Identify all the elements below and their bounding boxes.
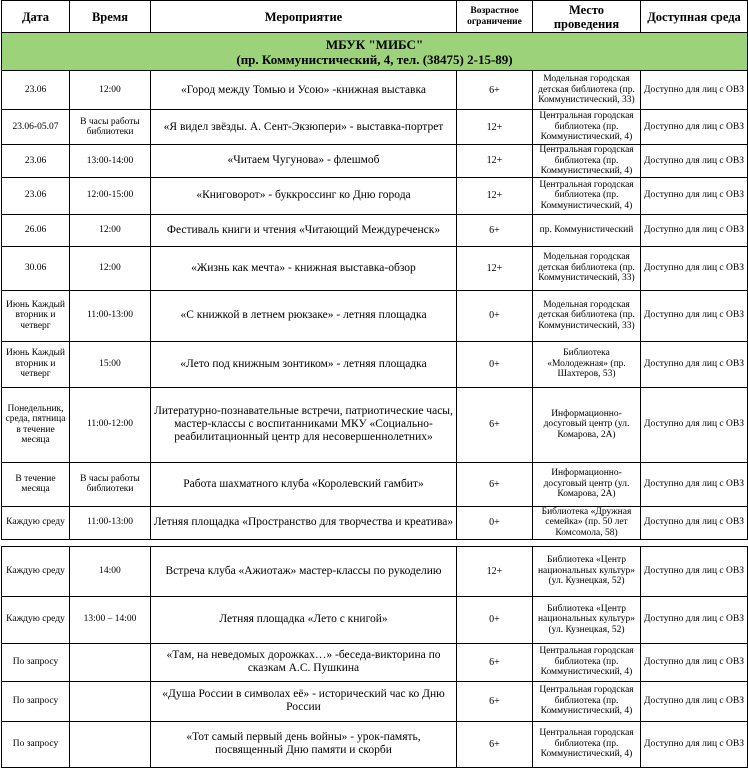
row-age: 12+ <box>457 546 533 596</box>
row-access: Доступно для лиц с ОВЗ <box>641 387 748 462</box>
row-access: Доступно для лиц с ОВЗ <box>641 145 748 178</box>
row-age: 0+ <box>457 341 533 387</box>
row-time: 11:00-13:00 <box>70 290 151 341</box>
row-access: Доступно для лиц с ОВЗ <box>641 214 748 246</box>
row-event: «Душа России в символах её» - исторический час ко Дню России <box>151 681 457 721</box>
table-row <box>2 246 748 290</box>
table-row <box>2 462 748 506</box>
row-event: Встреча клуба «Ажиотаж» мастер-классы по рукоделию <box>151 546 457 596</box>
row-event: «Читаем Чугунова» - флешмоб <box>151 145 457 178</box>
row-time: 11:00-13:00 <box>70 506 151 539</box>
row-time: 12:00 <box>70 246 151 290</box>
row-access: Доступно для лиц с ОВЗ <box>641 596 748 643</box>
row-age: 6+ <box>457 214 533 246</box>
row-place: пр. Коммунистический <box>533 214 641 246</box>
row-date: Каждую среду <box>2 506 70 539</box>
row-time: 13:00 – 14:00 <box>70 596 151 643</box>
row-age: 0+ <box>457 596 533 643</box>
row-access: Доступно для лиц с ОВЗ <box>641 177 748 214</box>
row-time: В часы работы библиотеки <box>70 110 151 145</box>
row-event: Летняя площадка «Пространство для творчества и креатива» <box>151 506 457 539</box>
row-date: 26.06 <box>2 214 70 246</box>
row-event: Работа шахматного клуба «Королевский гамбит» <box>151 462 457 506</box>
row-event: Летняя площадка «Лето с книгой» <box>151 596 457 643</box>
row-time: 12:00 <box>70 71 151 110</box>
row-time <box>70 681 151 721</box>
header-date: Дата <box>2 1 70 33</box>
row-time: 13:00-14:00 <box>70 145 151 178</box>
row-access: Доступно для лиц с ОВЗ <box>641 462 748 506</box>
row-place: Модельная городская детская библиотека (пр. Коммунистический, 33) <box>533 71 641 110</box>
row-age: 12+ <box>457 177 533 214</box>
row-age: 6+ <box>457 681 533 721</box>
header-age: Возрастное ограничение <box>457 1 533 33</box>
table-row <box>2 681 748 721</box>
row-place: Библиотека «Центр национальных культур» (ул. Кузнецкая, 52) <box>533 596 641 643</box>
row-event: «Книговорот» - буккроссинг ко Дню города <box>151 177 457 214</box>
row-age: 12+ <box>457 246 533 290</box>
table-gap <box>2 539 748 546</box>
table-row <box>2 177 748 214</box>
row-access: Доступно для лиц с ОВЗ <box>641 546 748 596</box>
row-age: 6+ <box>457 721 533 767</box>
row-access: Доступно для лиц с ОВЗ <box>641 721 748 767</box>
row-date: 23.06 <box>2 71 70 110</box>
row-access: Доступно для лиц с ОВЗ <box>641 71 748 110</box>
row-event: Литературно-познавательные встречи, патриотические часы, мастер-классы с воспитанниками МКУ «Социально-реабилитационный центр для несовершеннолетних» <box>151 387 457 462</box>
row-place: Библиотека «Молодежная» (пр. Шахтеров, 53) <box>533 341 641 387</box>
row-event: «С книжкой в летнем рюкзаке» - летняя площадка <box>151 290 457 341</box>
row-event: «Город между Томью и Усою» -книжная выставка <box>151 71 457 110</box>
row-date: По запросу <box>2 643 70 681</box>
row-date: Каждую среду <box>2 546 70 596</box>
row-event: «Жизнь как мечта» - книжная выставка-обзор <box>151 246 457 290</box>
row-time <box>70 721 151 767</box>
row-age: 6+ <box>457 643 533 681</box>
table-row <box>2 721 748 767</box>
header-time: Время <box>70 1 151 33</box>
row-event: «Там, на неведомых дорожках…» -беседа-викторина по сказкам А.С. Пушкина <box>151 643 457 681</box>
org-row <box>2 33 748 71</box>
table-gap-cell <box>2 539 748 546</box>
row-age: 0+ <box>457 506 533 539</box>
table-row <box>2 145 748 178</box>
row-access: Доступно для лиц с ОВЗ <box>641 246 748 290</box>
row-place: Центральная городская библиотека (пр. Коммунистический, 4) <box>533 643 641 681</box>
header-row <box>2 1 748 33</box>
row-age: 12+ <box>457 145 533 178</box>
row-access: Доступно для лиц с ОВЗ <box>641 506 748 539</box>
row-access: Доступно для лиц с ОВЗ <box>641 341 748 387</box>
row-access: Доступно для лиц с ОВЗ <box>641 681 748 721</box>
row-date: По запросу <box>2 681 70 721</box>
table-row <box>2 596 748 643</box>
row-age: 6+ <box>457 462 533 506</box>
row-date: Понедельник, среда, пятница в течение месяца <box>2 387 70 462</box>
row-age: 6+ <box>457 387 533 462</box>
events-table <box>1 0 748 768</box>
row-place: Информационно-досуговый центр (ул. Комарова, 2А) <box>533 462 641 506</box>
row-place: Библиотека «Центр национальных культур» (ул. Кузнецкая, 52) <box>533 546 641 596</box>
table-row <box>2 387 748 462</box>
row-age: 6+ <box>457 71 533 110</box>
row-date: В течение месяца <box>2 462 70 506</box>
row-place: Модельная городская детская библиотека (пр. Коммунистический, 33) <box>533 246 641 290</box>
header-access: Доступная среда <box>641 1 748 33</box>
row-time: 14:00 <box>70 546 151 596</box>
table-row <box>2 341 748 387</box>
row-date: 30.06 <box>2 246 70 290</box>
org-address: (пр. Коммунистический, 4, тел. (38475) 2-15-89) <box>236 51 513 67</box>
row-time: 12:00-15:00 <box>70 177 151 214</box>
header-event: Мероприятие <box>151 1 457 33</box>
row-time: 12:00 <box>70 214 151 246</box>
row-date: 23.06 <box>2 145 70 178</box>
row-place: Центральная городская библиотека (пр. Коммунистический, 4) <box>533 145 641 178</box>
table-row <box>2 506 748 539</box>
table-row <box>2 643 748 681</box>
row-age: 0+ <box>457 290 533 341</box>
row-age: 12+ <box>457 110 533 145</box>
org-banner <box>2 33 748 71</box>
row-place: Модельная городская детская библиотека (пр. Коммунистический, 33) <box>533 290 641 341</box>
row-date: 23.06-05.07 <box>2 110 70 145</box>
row-event: Фестиваль книги и чтения «Читающий Междуреченск» <box>151 214 457 246</box>
row-date: Июнь Каждый вторник и четверг <box>2 341 70 387</box>
row-place: Центральная городская библиотека (пр. Коммунистический, 4) <box>533 681 641 721</box>
row-place: Библиотека «Дружная семейка» (пр. 50 лет Комсомола, 58) <box>533 506 641 539</box>
row-time: 15:00 <box>70 341 151 387</box>
table-row <box>2 110 748 145</box>
table-row <box>2 546 748 596</box>
row-event: «Тот самый первый день войны» - урок-память, посвященный Дню памяти и скорби <box>151 721 457 767</box>
row-time <box>70 643 151 681</box>
table-row <box>2 214 748 246</box>
row-time: В часы работы библиотеки <box>70 462 151 506</box>
row-place: Центральная городская библиотека (пр. Коммунистический, 4) <box>533 721 641 767</box>
table-row <box>2 71 748 110</box>
row-place: Центральная городская библиотека (пр. Коммунистический, 4) <box>533 177 641 214</box>
row-date: 23.06 <box>2 177 70 214</box>
header-place: Место проведения <box>533 1 641 33</box>
row-date: Июнь Каждый вторник и четверг <box>2 290 70 341</box>
row-time: 11:00-12:00 <box>70 387 151 462</box>
row-date: Каждую среду <box>2 596 70 643</box>
org-name: МБУК "МИБС" <box>325 36 424 52</box>
row-access: Доступно для лиц с ОВЗ <box>641 110 748 145</box>
row-place: Центральная городская библиотека (пр. Коммунистический, 4) <box>533 110 641 145</box>
row-access: Доступно для лиц с ОВЗ <box>641 643 748 681</box>
row-event: «Лето под книжным зонтиком» - летняя площадка <box>151 341 457 387</box>
row-access: Доступно для лиц с ОВЗ <box>641 290 748 341</box>
row-place: Информационно-досуговый центр (ул. Комарова, 2А) <box>533 387 641 462</box>
row-event: «Я видел звёзды. А. Сент-Экзюпери» - выставка-портрет <box>151 110 457 145</box>
row-date: По запросу <box>2 721 70 767</box>
table-row <box>2 290 748 341</box>
